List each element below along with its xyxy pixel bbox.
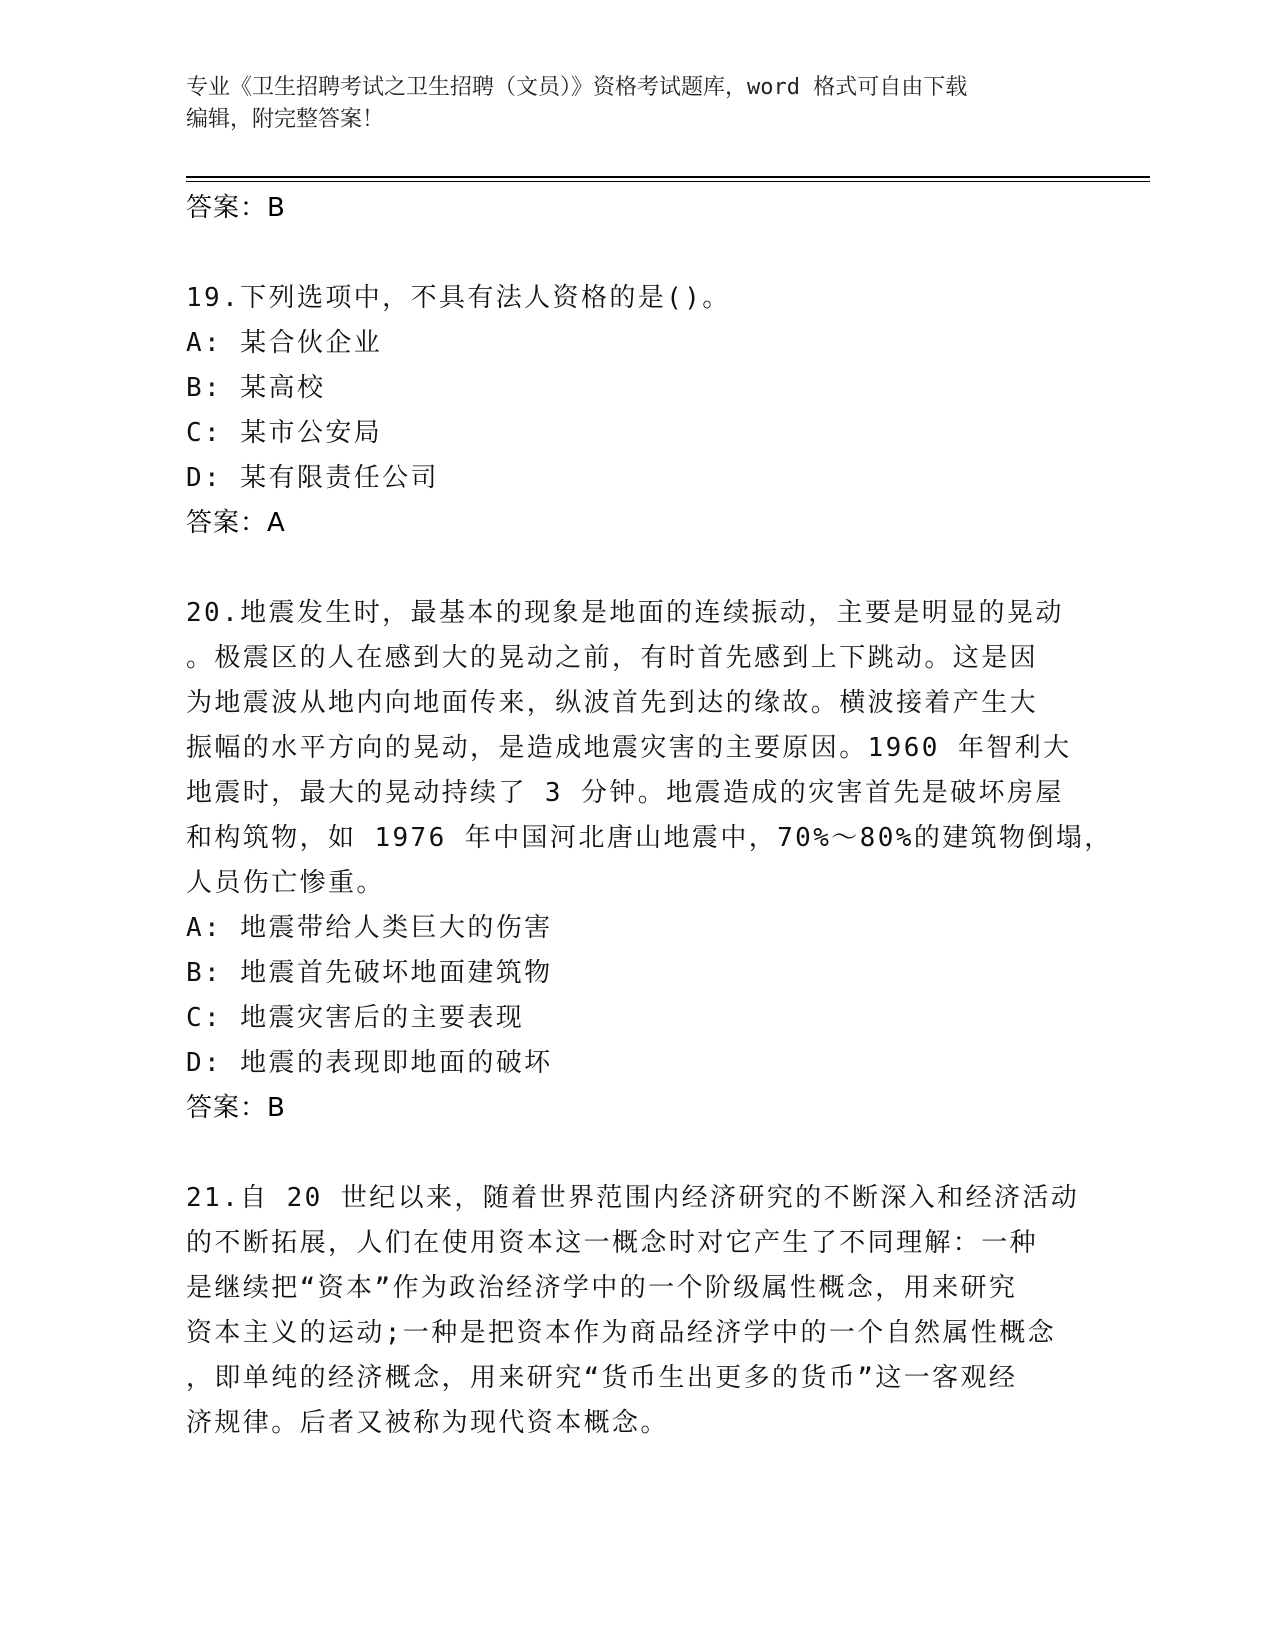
header-divider-thick bbox=[186, 176, 1150, 178]
header-line-2: 编辑，附完整答案！ bbox=[186, 107, 385, 132]
option-a: A: 地震带给人类巨大的伤害 bbox=[186, 913, 553, 943]
option-d: D: 地震的表现即地面的破坏 bbox=[186, 1048, 553, 1078]
header-line-1: 专业《卫生招聘考试之卫生招聘（文员）》资格考试题库，word 格式可自由下载 bbox=[186, 75, 968, 100]
question-19 bbox=[186, 276, 1086, 546]
spacer bbox=[186, 231, 1086, 276]
spacer bbox=[186, 1131, 1086, 1176]
page-header bbox=[186, 72, 1066, 136]
question-stem: 19.下列选项中，不具有法人资格的是()。 bbox=[186, 283, 731, 313]
option-c: C: 地震灾害后的主要表现 bbox=[186, 1003, 525, 1033]
question-stem-line: 的不断拓展，人们在使用资本这一概念时对它产生了不同理解：一种 bbox=[186, 1228, 1039, 1258]
question-stem-line: 济规律。后者又被称为现代资本概念。 bbox=[186, 1408, 669, 1438]
question-stem-line: 地震时，最大的晃动持续了 3 分钟。地震造成的灾害首先是破坏房屋 bbox=[186, 778, 1064, 808]
option-b: B: 某高校 bbox=[186, 373, 326, 403]
option-c: C: 某市公安局 bbox=[186, 418, 383, 448]
question-stem-line: 是继续把“资本”作为政治经济学中的一个阶级属性概念，用来研究 bbox=[186, 1273, 1018, 1303]
question-20 bbox=[186, 591, 1113, 1131]
question-stem-line: 21.自 20 世纪以来，随着世界范围内经济研究的不断深入和经济活动 bbox=[186, 1183, 1080, 1213]
question-stem-line: 人员伤亡惨重。 bbox=[186, 868, 385, 898]
question-stem-line: 20.地震发生时，最基本的现象是地面的连续振动，主要是明显的晃动 bbox=[186, 598, 1064, 628]
answer-line: 答案：B bbox=[186, 1093, 286, 1123]
previous-answer: 答案：B bbox=[186, 193, 286, 223]
option-a: A: 某合伙企业 bbox=[186, 328, 383, 358]
question-21 bbox=[186, 1176, 1086, 1446]
question-stem-line: 资本主义的运动;一种是把资本作为商品经济学中的一个自然属性概念 bbox=[186, 1318, 1057, 1348]
question-stem-line: ，即单纯的经济概念，用来研究“货币生出更多的货币”这一客观经 bbox=[186, 1363, 1018, 1393]
question-content bbox=[186, 186, 1113, 1446]
option-d: D: 某有限责任公司 bbox=[186, 463, 439, 493]
question-stem-line: 振幅的水平方向的晃动，是造成地震灾害的主要原因。1960 年智利大 bbox=[186, 733, 1072, 763]
option-b: B: 地震首先破坏地面建筑物 bbox=[186, 958, 553, 988]
header-divider-thin bbox=[186, 181, 1150, 182]
question-stem-line: 。极震区的人在感到大的晃动之前，有时首先感到上下跳动。这是因 bbox=[186, 643, 1039, 673]
question-stem-line: 和构筑物，如 1976 年中国河北唐山地震中，70%～80%的建筑物倒塌， bbox=[186, 823, 1113, 853]
question-stem-line: 为地震波从地内向地面传来，纵波首先到达的缘故。横波接着产生大 bbox=[186, 688, 1039, 718]
answer-line: 答案：A bbox=[186, 508, 286, 538]
spacer bbox=[186, 546, 1086, 591]
